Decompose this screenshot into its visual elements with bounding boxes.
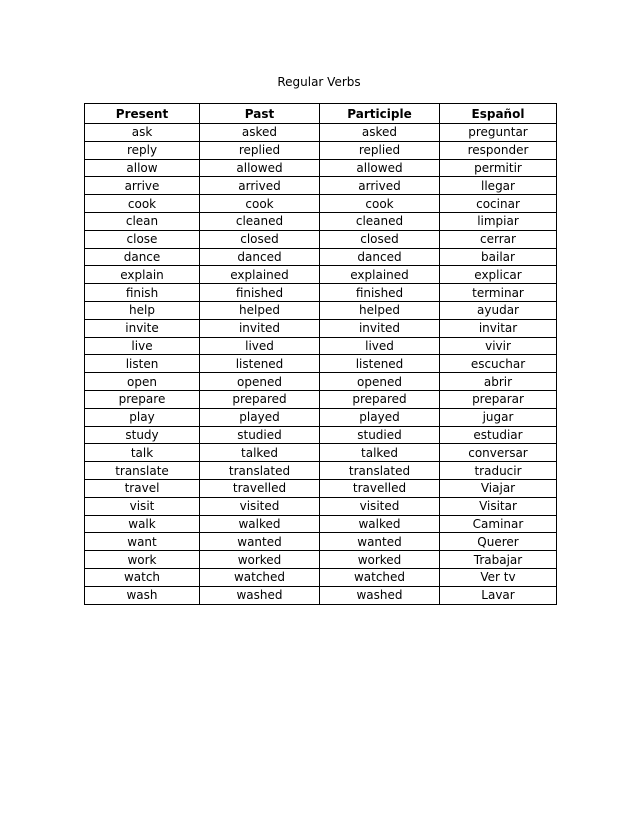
table-row: [85, 426, 557, 444]
header-espanol: Español: [440, 104, 557, 124]
present-cell: explain: [85, 266, 200, 284]
past-cell: wanted: [200, 533, 320, 551]
table-row: [85, 212, 557, 230]
participle-cell: studied: [320, 426, 440, 444]
participle-cell: watched: [320, 568, 440, 586]
past-cell: walked: [200, 515, 320, 533]
participle-cell: opened: [320, 373, 440, 391]
espanol-cell: Trabajar: [440, 551, 557, 569]
espanol-cell: Ver tv: [440, 568, 557, 586]
espanol-cell: escuchar: [440, 355, 557, 373]
table-row: [85, 568, 557, 586]
espanol-cell: Viajar: [440, 479, 557, 497]
participle-cell: lived: [320, 337, 440, 355]
table-row: [85, 515, 557, 533]
present-cell: reply: [85, 141, 200, 159]
past-cell: finished: [200, 284, 320, 302]
present-cell: walk: [85, 515, 200, 533]
participle-cell: replied: [320, 141, 440, 159]
past-cell: listened: [200, 355, 320, 373]
espanol-cell: responder: [440, 141, 557, 159]
past-cell: arrived: [200, 177, 320, 195]
header-participle: Participle: [320, 104, 440, 124]
participle-cell: explained: [320, 266, 440, 284]
espanol-cell: conversar: [440, 444, 557, 462]
present-cell: travel: [85, 479, 200, 497]
participle-cell: closed: [320, 230, 440, 248]
participle-cell: allowed: [320, 159, 440, 177]
past-cell: danced: [200, 248, 320, 266]
participle-cell: helped: [320, 301, 440, 319]
present-cell: translate: [85, 462, 200, 480]
past-cell: watched: [200, 568, 320, 586]
present-cell: cook: [85, 195, 200, 213]
past-cell: opened: [200, 373, 320, 391]
table-row: [85, 479, 557, 497]
participle-cell: finished: [320, 284, 440, 302]
past-cell: worked: [200, 551, 320, 569]
past-cell: translated: [200, 462, 320, 480]
present-cell: study: [85, 426, 200, 444]
table-row: [85, 177, 557, 195]
participle-cell: talked: [320, 444, 440, 462]
past-cell: allowed: [200, 159, 320, 177]
participle-cell: played: [320, 408, 440, 426]
present-cell: talk: [85, 444, 200, 462]
past-cell: travelled: [200, 479, 320, 497]
table-row: [85, 551, 557, 569]
present-cell: work: [85, 551, 200, 569]
table-row: [85, 159, 557, 177]
participle-cell: arrived: [320, 177, 440, 195]
table-row: [85, 373, 557, 391]
espanol-cell: preparar: [440, 390, 557, 408]
participle-cell: wanted: [320, 533, 440, 551]
participle-cell: listened: [320, 355, 440, 373]
past-cell: invited: [200, 319, 320, 337]
espanol-cell: limpiar: [440, 212, 557, 230]
past-cell: prepared: [200, 390, 320, 408]
espanol-cell: llegar: [440, 177, 557, 195]
present-cell: ask: [85, 124, 200, 142]
espanol-cell: abrir: [440, 373, 557, 391]
verbs-table: [84, 103, 557, 605]
past-cell: helped: [200, 301, 320, 319]
espanol-cell: ayudar: [440, 301, 557, 319]
espanol-cell: preguntar: [440, 124, 557, 142]
header-past: Past: [200, 104, 320, 124]
espanol-cell: permitir: [440, 159, 557, 177]
espanol-cell: estudiar: [440, 426, 557, 444]
present-cell: invite: [85, 319, 200, 337]
table-row: [85, 337, 557, 355]
table-row: [85, 408, 557, 426]
present-cell: finish: [85, 284, 200, 302]
table-row: [85, 444, 557, 462]
espanol-cell: Visitar: [440, 497, 557, 515]
present-cell: listen: [85, 355, 200, 373]
table-row: [85, 284, 557, 302]
espanol-cell: vivir: [440, 337, 557, 355]
table-row: [85, 141, 557, 159]
past-cell: explained: [200, 266, 320, 284]
present-cell: help: [85, 301, 200, 319]
espanol-cell: Caminar: [440, 515, 557, 533]
table-row: [85, 124, 557, 142]
past-cell: washed: [200, 586, 320, 604]
table-row: [85, 586, 557, 604]
participle-cell: prepared: [320, 390, 440, 408]
present-cell: arrive: [85, 177, 200, 195]
table-row: [85, 390, 557, 408]
espanol-cell: terminar: [440, 284, 557, 302]
table-body: [85, 124, 557, 605]
espanol-cell: bailar: [440, 248, 557, 266]
header-present: Present: [85, 104, 200, 124]
espanol-cell: cocinar: [440, 195, 557, 213]
past-cell: replied: [200, 141, 320, 159]
participle-cell: worked: [320, 551, 440, 569]
present-cell: allow: [85, 159, 200, 177]
participle-cell: danced: [320, 248, 440, 266]
table-row: [85, 355, 557, 373]
present-cell: wash: [85, 586, 200, 604]
past-cell: closed: [200, 230, 320, 248]
present-cell: prepare: [85, 390, 200, 408]
participle-cell: walked: [320, 515, 440, 533]
present-cell: live: [85, 337, 200, 355]
past-cell: visited: [200, 497, 320, 515]
table-row: [85, 319, 557, 337]
present-cell: dance: [85, 248, 200, 266]
participle-cell: translated: [320, 462, 440, 480]
participle-cell: travelled: [320, 479, 440, 497]
participle-cell: cook: [320, 195, 440, 213]
present-cell: watch: [85, 568, 200, 586]
present-cell: want: [85, 533, 200, 551]
table-row: [85, 462, 557, 480]
past-cell: talked: [200, 444, 320, 462]
participle-cell: visited: [320, 497, 440, 515]
past-cell: cook: [200, 195, 320, 213]
participle-cell: washed: [320, 586, 440, 604]
present-cell: open: [85, 373, 200, 391]
table-row: [85, 230, 557, 248]
table-row: [85, 248, 557, 266]
espanol-cell: traducir: [440, 462, 557, 480]
present-cell: clean: [85, 212, 200, 230]
present-cell: play: [85, 408, 200, 426]
table-row: [85, 301, 557, 319]
past-cell: studied: [200, 426, 320, 444]
espanol-cell: cerrar: [440, 230, 557, 248]
past-cell: asked: [200, 124, 320, 142]
page-title: Regular Verbs: [277, 75, 361, 89]
past-cell: played: [200, 408, 320, 426]
participle-cell: asked: [320, 124, 440, 142]
present-cell: close: [85, 230, 200, 248]
espanol-cell: explicar: [440, 266, 557, 284]
past-cell: cleaned: [200, 212, 320, 230]
table-header: [85, 104, 557, 124]
table-row: [85, 266, 557, 284]
participle-cell: cleaned: [320, 212, 440, 230]
participle-cell: invited: [320, 319, 440, 337]
espanol-cell: invitar: [440, 319, 557, 337]
table-row: [85, 497, 557, 515]
table-row: [85, 533, 557, 551]
espanol-cell: jugar: [440, 408, 557, 426]
espanol-cell: Lavar: [440, 586, 557, 604]
past-cell: lived: [200, 337, 320, 355]
header-row: [85, 104, 557, 124]
espanol-cell: Querer: [440, 533, 557, 551]
table-row: [85, 195, 557, 213]
present-cell: visit: [85, 497, 200, 515]
